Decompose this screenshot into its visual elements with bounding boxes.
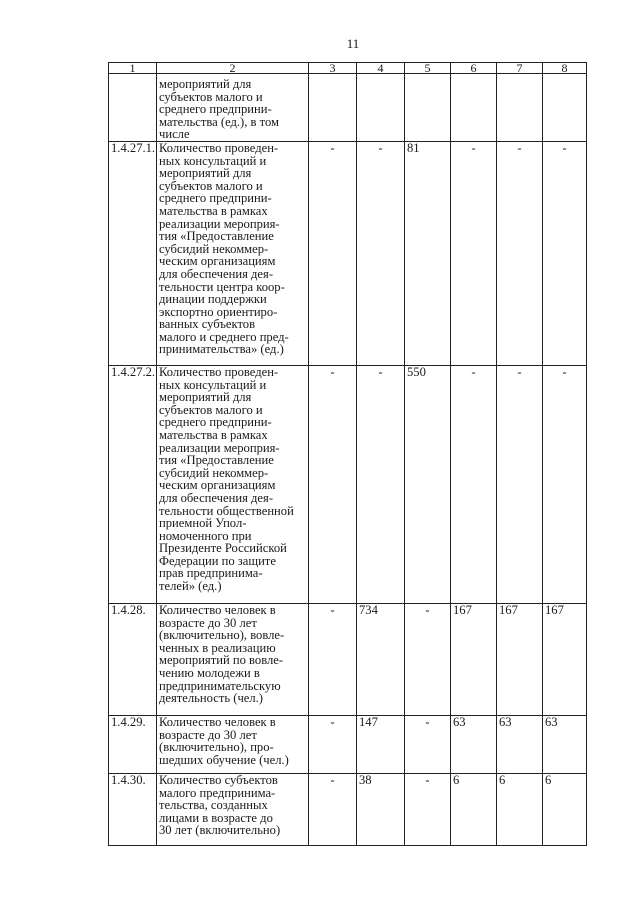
description-line: лицами в возрасте до bbox=[159, 810, 273, 825]
value-cell bbox=[309, 74, 357, 142]
value-cell: - bbox=[543, 141, 587, 365]
value-cell: - bbox=[357, 141, 405, 365]
description-line: мероприятий для bbox=[159, 390, 252, 405]
column-header: 6 bbox=[451, 63, 497, 74]
description-line: Президенте Российской bbox=[159, 541, 287, 556]
description-line: шедших обучение (чел.) bbox=[159, 752, 289, 767]
description-line: малого и среднего пред- bbox=[159, 329, 289, 344]
description-line: телей» (ед.) bbox=[159, 579, 222, 594]
description-line: деятельность (чел.) bbox=[159, 691, 263, 706]
row-number-cell bbox=[109, 74, 157, 142]
description-line: тия «Предоставление bbox=[159, 229, 274, 244]
description-line: тельности центра коор- bbox=[159, 279, 285, 294]
column-header: 4 bbox=[357, 63, 405, 74]
value-cell: 167 bbox=[451, 603, 497, 715]
description-line: среднего предприни- bbox=[159, 191, 272, 206]
description-line: тельства, созданных bbox=[159, 798, 268, 813]
column-header: 5 bbox=[405, 63, 451, 74]
description-line: субсидий некоммер- bbox=[159, 241, 269, 256]
value-cell: 550 bbox=[405, 365, 451, 603]
value-cell: 38 bbox=[357, 773, 405, 845]
description-line: субъектов малого и bbox=[159, 178, 263, 193]
value-cell: 63 bbox=[451, 715, 497, 773]
row-description-cell bbox=[157, 715, 309, 773]
description-line: тельности общественной приемной Упол- bbox=[159, 503, 294, 531]
value-cell: - bbox=[451, 141, 497, 365]
value-cell: - bbox=[543, 365, 587, 603]
value-cell: - bbox=[309, 715, 357, 773]
value-cell: - bbox=[497, 365, 543, 603]
description-line: возрасте до 30 лет bbox=[159, 615, 257, 630]
description-line: Количество проведен- bbox=[159, 141, 279, 155]
table-header-row bbox=[109, 63, 587, 74]
table-row bbox=[109, 365, 587, 603]
description-line: мательства (ед.), в том bbox=[159, 114, 280, 129]
row-number-cell: 1.4.27.1. bbox=[109, 141, 157, 365]
description-line: динации поддержки bbox=[159, 292, 267, 307]
description-line: Количество проведен- bbox=[159, 365, 279, 379]
description-line: Количество человек в bbox=[159, 715, 276, 729]
value-cell bbox=[357, 74, 405, 142]
description-line: субъектов малого и bbox=[159, 402, 263, 417]
description-line: субъектов малого и bbox=[159, 89, 263, 104]
description-line: среднего предприни- bbox=[159, 102, 272, 117]
column-header: 3 bbox=[309, 63, 357, 74]
value-cell: 734 bbox=[357, 603, 405, 715]
value-cell: - bbox=[309, 773, 357, 845]
value-cell: 167 bbox=[543, 603, 587, 715]
description-line: среднего предприни- bbox=[159, 415, 272, 430]
value-cell bbox=[405, 74, 451, 142]
description-line: мероприятий для bbox=[159, 166, 252, 181]
description-line: Количество субъектов bbox=[159, 773, 278, 787]
description-line: возрасте до 30 лет bbox=[159, 727, 257, 742]
value-cell: - bbox=[497, 141, 543, 365]
description-line: (включительно), про- bbox=[159, 740, 274, 755]
description-line: реализации мероприя- bbox=[159, 216, 280, 231]
description-line: ванных субъектов bbox=[159, 317, 256, 332]
value-cell: - bbox=[405, 773, 451, 845]
description-line: ченных в реализацию bbox=[159, 640, 276, 655]
value-cell bbox=[543, 74, 587, 142]
description-line: Количество человек в bbox=[159, 603, 276, 617]
description-line: мероприятий по вовле- bbox=[159, 653, 284, 668]
value-cell: 81 bbox=[405, 141, 451, 365]
value-cell: - bbox=[309, 365, 357, 603]
description-line: прав предпринима- bbox=[159, 566, 263, 581]
table-row bbox=[109, 603, 587, 715]
description-line: предпринимательскую bbox=[159, 678, 281, 693]
value-cell: - bbox=[405, 603, 451, 715]
row-number-cell: 1.4.27.2. bbox=[109, 365, 157, 603]
table-row bbox=[109, 773, 587, 845]
description-line: малого предпринима- bbox=[159, 785, 276, 800]
value-cell: - bbox=[309, 141, 357, 365]
value-cell: - bbox=[405, 715, 451, 773]
description-line: мательства в рамках bbox=[159, 203, 268, 218]
description-line: для обеспечения дея- bbox=[159, 490, 274, 505]
value-cell: 167 bbox=[497, 603, 543, 715]
row-description-cell bbox=[157, 141, 309, 365]
description-line: мероприятий для bbox=[159, 77, 252, 91]
value-cell: 6 bbox=[451, 773, 497, 845]
description-line: Федерации по защите bbox=[159, 553, 276, 568]
page-number: 11 bbox=[346, 36, 360, 51]
description-line: принимательства» (ед.) bbox=[159, 342, 284, 357]
description-line: экспортно ориентиро- bbox=[159, 304, 278, 319]
description-line: ческим организациям bbox=[159, 254, 276, 269]
value-cell: 63 bbox=[543, 715, 587, 773]
data-table bbox=[108, 62, 587, 846]
value-cell: 147 bbox=[357, 715, 405, 773]
description-line: для обеспечения дея- bbox=[159, 266, 274, 281]
description-line: 30 лет (включительно) bbox=[159, 823, 281, 838]
description-line: мательства в рамках bbox=[159, 427, 268, 442]
description-line: субсидий некоммер- bbox=[159, 465, 269, 480]
value-cell: 6 bbox=[543, 773, 587, 845]
value-cell: - bbox=[309, 603, 357, 715]
description-line: числе bbox=[159, 127, 190, 142]
value-cell: 6 bbox=[497, 773, 543, 845]
description-line: (включительно), вовле- bbox=[159, 628, 285, 643]
description-line: тия «Предоставление bbox=[159, 453, 274, 468]
row-description-cell bbox=[157, 74, 309, 142]
row-description-cell bbox=[157, 365, 309, 603]
column-header: 2 bbox=[157, 63, 309, 74]
row-description-cell bbox=[157, 773, 309, 845]
description-line: ческим организациям bbox=[159, 478, 276, 493]
table-row bbox=[109, 74, 587, 142]
value-cell bbox=[451, 74, 497, 142]
row-number-cell: 1.4.29. bbox=[109, 715, 157, 773]
value-cell bbox=[497, 74, 543, 142]
column-header: 8 bbox=[543, 63, 587, 74]
value-cell: 63 bbox=[497, 715, 543, 773]
description-line: ных консультаций и bbox=[159, 153, 267, 168]
row-number-cell: 1.4.28. bbox=[109, 603, 157, 715]
column-header: 7 bbox=[497, 63, 543, 74]
value-cell: - bbox=[451, 365, 497, 603]
description-line: номоченного при bbox=[159, 528, 252, 543]
description-line: чению молодежи в bbox=[159, 665, 260, 680]
description-line: реализации мероприя- bbox=[159, 440, 280, 455]
table-row bbox=[109, 715, 587, 773]
table-row bbox=[109, 141, 587, 365]
column-header: 1 bbox=[109, 63, 157, 74]
row-number-cell: 1.4.30. bbox=[109, 773, 157, 845]
row-description-cell bbox=[157, 603, 309, 715]
description-line: ных консультаций и bbox=[159, 377, 267, 392]
value-cell: - bbox=[357, 365, 405, 603]
